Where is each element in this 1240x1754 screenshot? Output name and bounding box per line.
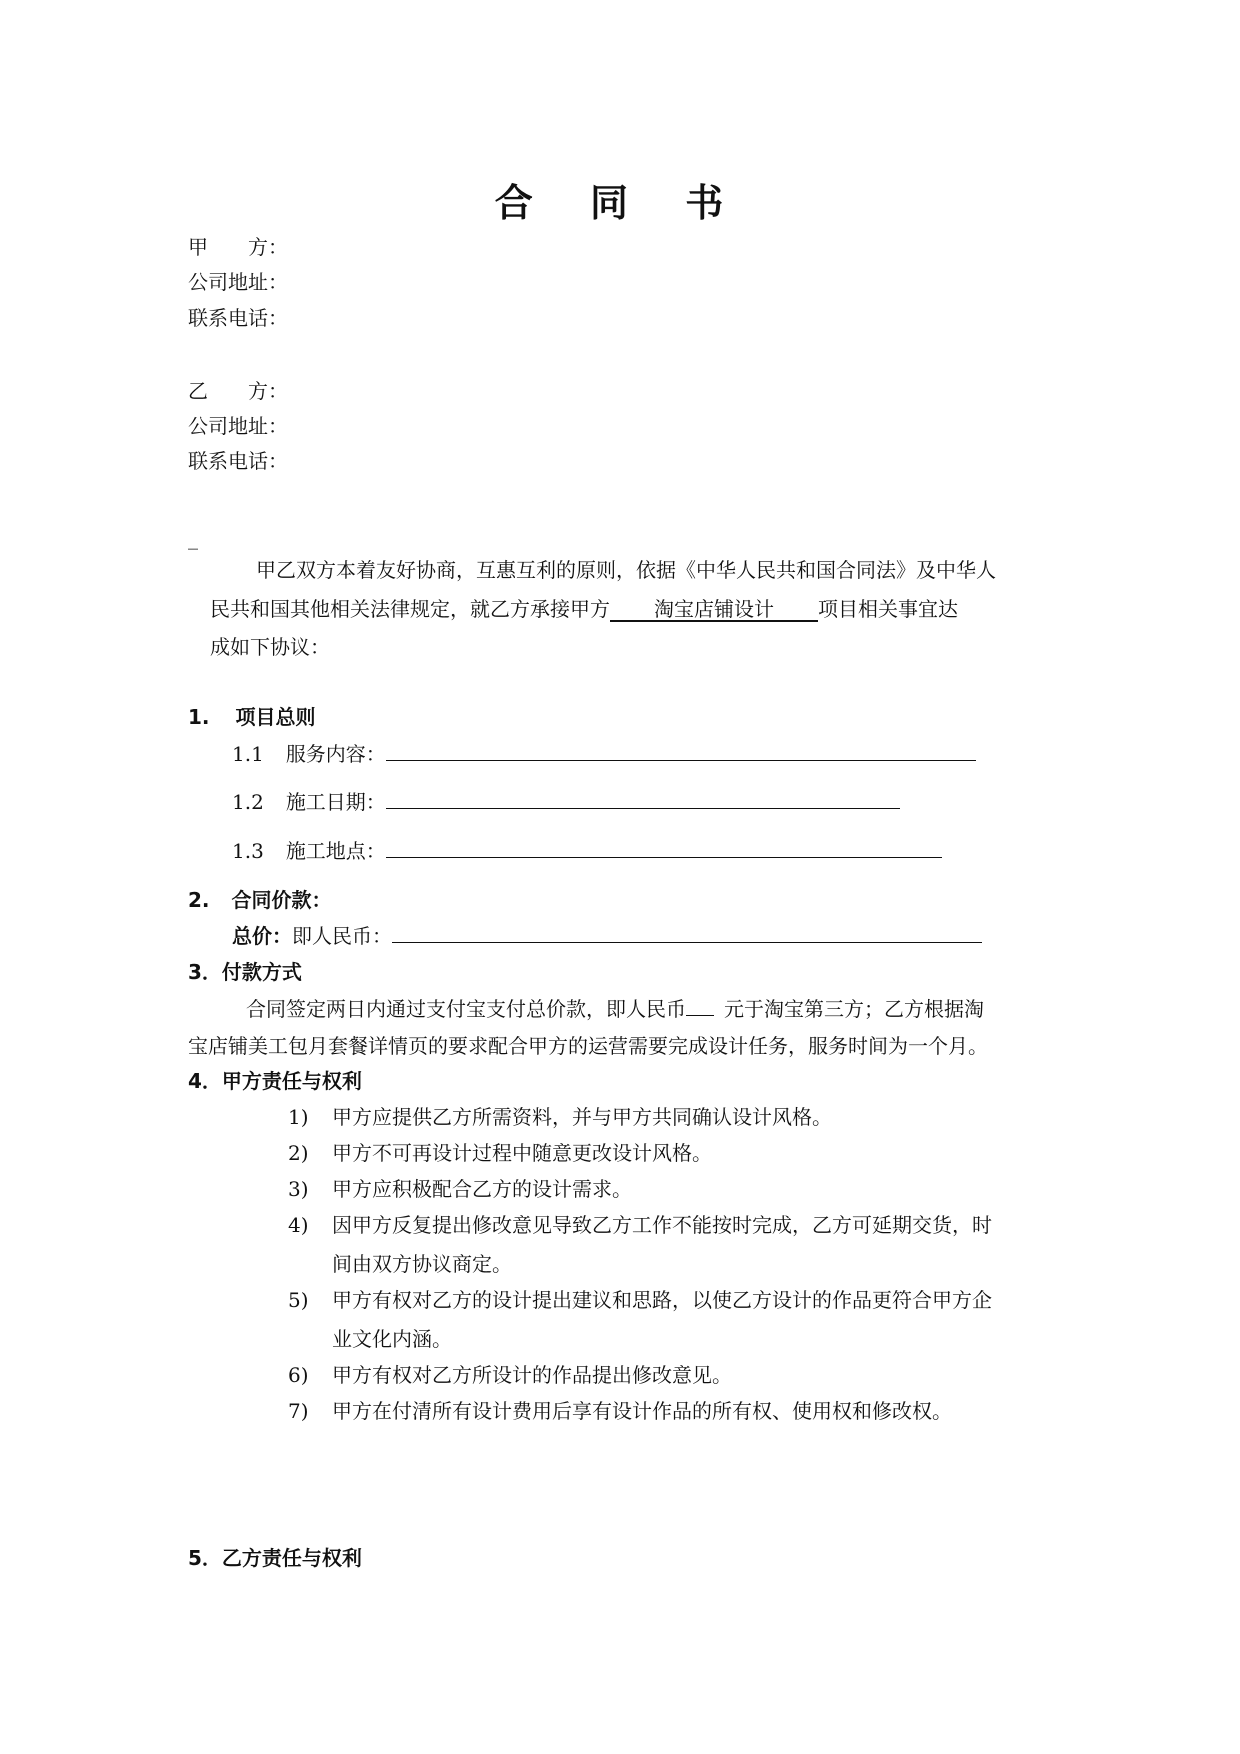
sec4-item-text-cont: 间由双方协议商定。 <box>332 1252 512 1276</box>
party-b-address-label: 公司地址： <box>188 414 288 438</box>
sec4-item-num: 6) <box>288 1363 309 1387</box>
sec5-heading: 5．乙方责任与权利 <box>188 1546 362 1570</box>
party-b-phone-label: 联系电话： <box>188 449 288 473</box>
sec4-item-num: 2) <box>288 1141 309 1165</box>
sec1-item-2: 1.2 施工日期： <box>232 788 900 816</box>
sec1-heading: 1. 项目总则 <box>188 705 316 729</box>
stray-underscore: _ <box>188 526 198 550</box>
party-a-phone-label: 联系电话： <box>188 306 288 330</box>
sec4-item-text: 甲方应积极配合乙方的设计需求。 <box>332 1177 632 1201</box>
construction-site-field[interactable] <box>386 837 942 858</box>
intro-line-3: 成如下协议： <box>210 635 330 659</box>
sec2-price-line: 总价：即人民币： <box>232 922 982 950</box>
total-price-field[interactable] <box>392 922 982 943</box>
sec4-item-text: 甲方有权对乙方的设计提出建议和思路，以使乙方设计的作品更符合甲方企 <box>332 1288 992 1312</box>
sec4-item-num: 3) <box>288 1177 309 1201</box>
document-title: 合 同 书 <box>494 181 746 225</box>
sec4-item-num: 4) <box>288 1213 309 1237</box>
sec3-heading: 3．付款方式 <box>188 960 302 984</box>
project-name-field: 淘宝店铺设计 <box>654 597 774 621</box>
service-content-field[interactable] <box>386 740 976 761</box>
sec4-item-text: 因甲方反复提出修改意见导致乙方工作不能按时完成，乙方可延期交货，时 <box>332 1213 992 1237</box>
payment-amount-field[interactable] <box>686 995 714 1016</box>
sec4-item-num: 1) <box>288 1105 309 1129</box>
sec4-item-num: 7) <box>288 1399 309 1423</box>
party-b-name-label: 乙 方： <box>188 379 288 403</box>
sec4-heading: 4．甲方责任与权利 <box>188 1069 362 1093</box>
sec4-item-text: 甲方有权对乙方所设计的作品提出修改意见。 <box>332 1363 732 1387</box>
sec3-line-1: 合同签定两日内通过支付宝支付总价款，即人民币 元于淘宝第三方；乙方根据淘 <box>246 997 984 1021</box>
sec4-item-text-cont: 业文化内涵。 <box>332 1327 452 1351</box>
intro-line-1: 甲乙双方本着友好协商，互惠互利的原则，依据《中华人民共和国合同法》及中华人 <box>256 558 996 582</box>
construction-date-field[interactable] <box>386 788 900 809</box>
intro-line-2: 民共和国其他相关法律规定，就乙方承接甲方 淘宝店铺设计 项目相关事宜达 <box>210 597 958 621</box>
sec1-item-1: 1.1 服务内容： <box>232 740 976 768</box>
party-a-address-label: 公司地址： <box>188 270 288 294</box>
sec4-item-num: 5) <box>288 1288 309 1312</box>
party-a-name-label: 甲 方： <box>188 235 288 259</box>
sec3-line-2: 宝店铺美工包月套餐详情页的要求配合甲方的运营需要完成设计任务，服务时间为一个月。 <box>188 1034 988 1058</box>
sec4-item-text: 甲方不可再设计过程中随意更改设计风格。 <box>332 1141 712 1165</box>
sec2-heading: 2. 合同价款： <box>188 888 332 912</box>
sec4-item-text: 甲方应提供乙方所需资料，并与甲方共同确认设计风格。 <box>332 1105 832 1129</box>
sec1-item-3: 1.3 施工地点： <box>232 837 942 865</box>
sec4-item-text: 甲方在付清所有设计费用后享有设计作品的所有权、使用权和修改权。 <box>332 1399 952 1423</box>
